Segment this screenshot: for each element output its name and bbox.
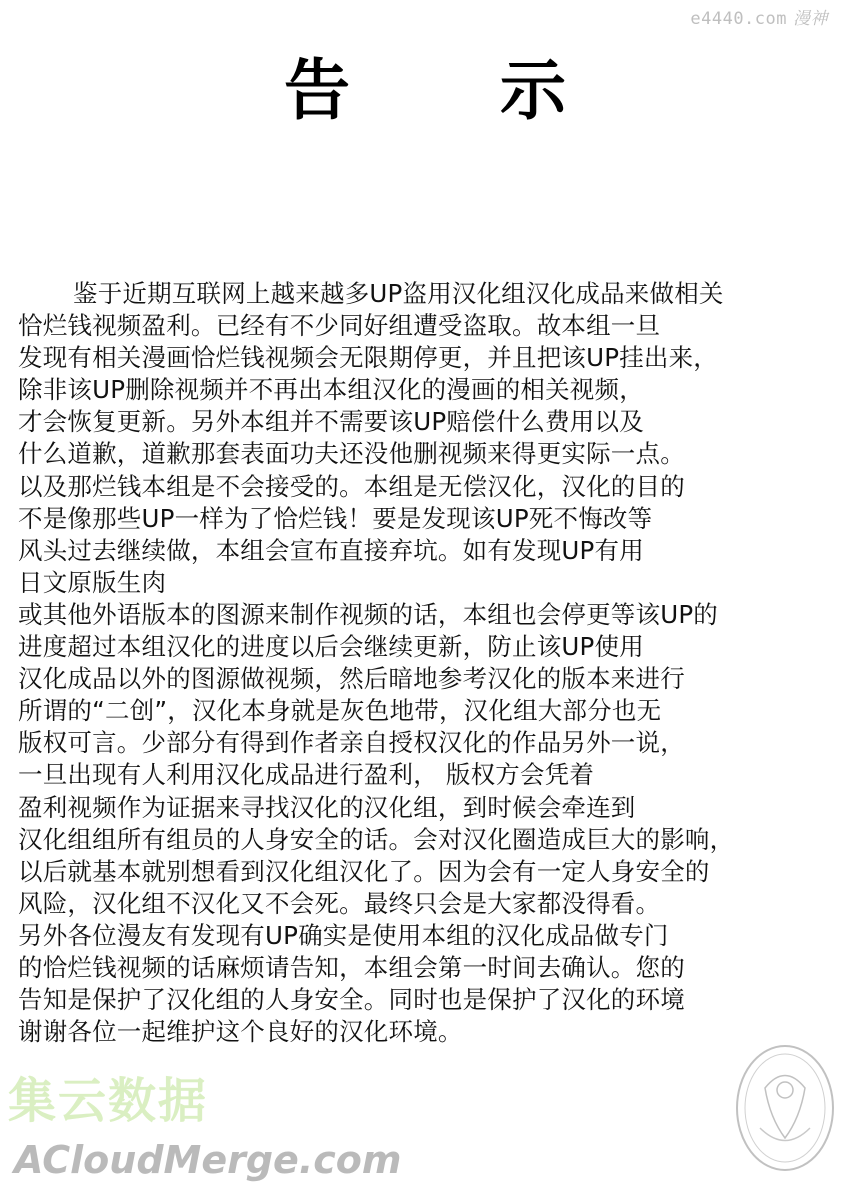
body-line: 的恰烂钱视频的话麻烦请告知，本组会第一时间去确认。您的 xyxy=(18,952,685,982)
seal-icon xyxy=(730,1028,840,1178)
body-line: 不是像那些UP一样为了恰烂钱！要是发现该UP死不悔改等 xyxy=(18,503,653,533)
body-line: 谢谢各位一起维护这个良好的汉化环境。 xyxy=(18,1017,463,1047)
notice-body xyxy=(18,278,844,1048)
body-line: 日文原版生肉 xyxy=(18,567,167,597)
body-line: 除非该UP删除视频并不再出本组汉化的漫画的相关视频， xyxy=(18,375,644,405)
watermark-site-name: 漫神 xyxy=(793,9,828,29)
body-line: 一旦出现有人利用汉化成品进行盈利， 版权方会凭着 xyxy=(18,760,595,790)
title-char-2: 示 xyxy=(500,52,566,129)
body-line: 发现有相关漫画恰烂钱视频会无限期停更，并且把该UP挂出来， xyxy=(18,343,719,373)
body-line: 版权可言。少部分有得到作者亲自授权汉化的作品另外一说， xyxy=(18,728,685,758)
body-line: 恰烂钱视频盈利。已经有不少同好组遭受盗取。故本组一旦 xyxy=(18,311,661,341)
watermark-domain: e4440.com xyxy=(690,9,787,29)
body-line: 以及那烂钱本组是不会接受的。本组是无偿汉化，汉化的目的 xyxy=(18,471,685,501)
watermark-english-logo: ACloudMerge.com xyxy=(14,1138,402,1182)
body-line: 所谓的“二创”，汉化本身就是灰色地带，汉化组大部分也无 xyxy=(18,696,662,726)
body-line: 告知是保护了汉化组的人身安全。同时也是保护了汉化的环境 xyxy=(18,985,685,1015)
top-watermark xyxy=(690,4,828,29)
body-line: 另外各位漫友有发现有UP确实是使用本组的汉化成品做专门 xyxy=(18,920,669,950)
watermark-chinese-logo: 集云数据 xyxy=(8,1073,209,1129)
body-line: 才会恢复更新。另外本组并不需要该UP赔偿什么费用以及 xyxy=(18,407,644,437)
body-line: 风险，汉化组不汉化又不会死。最终只会是大家都没得看。 xyxy=(18,888,661,918)
title-char-1: 告 xyxy=(284,52,350,129)
body-line: 什么道歉，道歉那套表面功夫还没他删视频来得更实际一点。 xyxy=(18,439,685,469)
body-line: 或其他外语版本的图源来制作视频的话，本组也会停更等该UP的 xyxy=(18,599,719,629)
body-line: 盈利视频作为证据来寻找汉化的汉化组，到时候会牵连到 xyxy=(18,792,636,822)
notice-title xyxy=(0,52,850,129)
body-line: 汉化成品以外的图源做视频，然后暗地参考汉化的版本来进行 xyxy=(18,664,685,694)
body-line: 风头过去继续做，本组会宣布直接弃坑。如有发现UP有用 xyxy=(18,535,644,565)
body-line: 进度超过本组汉化的进度以后会继续更新，防止该UP使用 xyxy=(18,632,644,662)
body-line: 汉化组组所有组员的人身安全的话。会对汉化圈造成巨大的影响， xyxy=(18,824,735,854)
bottom-watermark xyxy=(0,1050,420,1200)
body-line: 以后就基本就别想看到汉化组汉化了。因为会有一定人身安全的 xyxy=(18,856,710,886)
body-line: 鉴于近期互联网上越来越多UP盗用汉化组汉化成品来做相关 xyxy=(73,279,724,308)
